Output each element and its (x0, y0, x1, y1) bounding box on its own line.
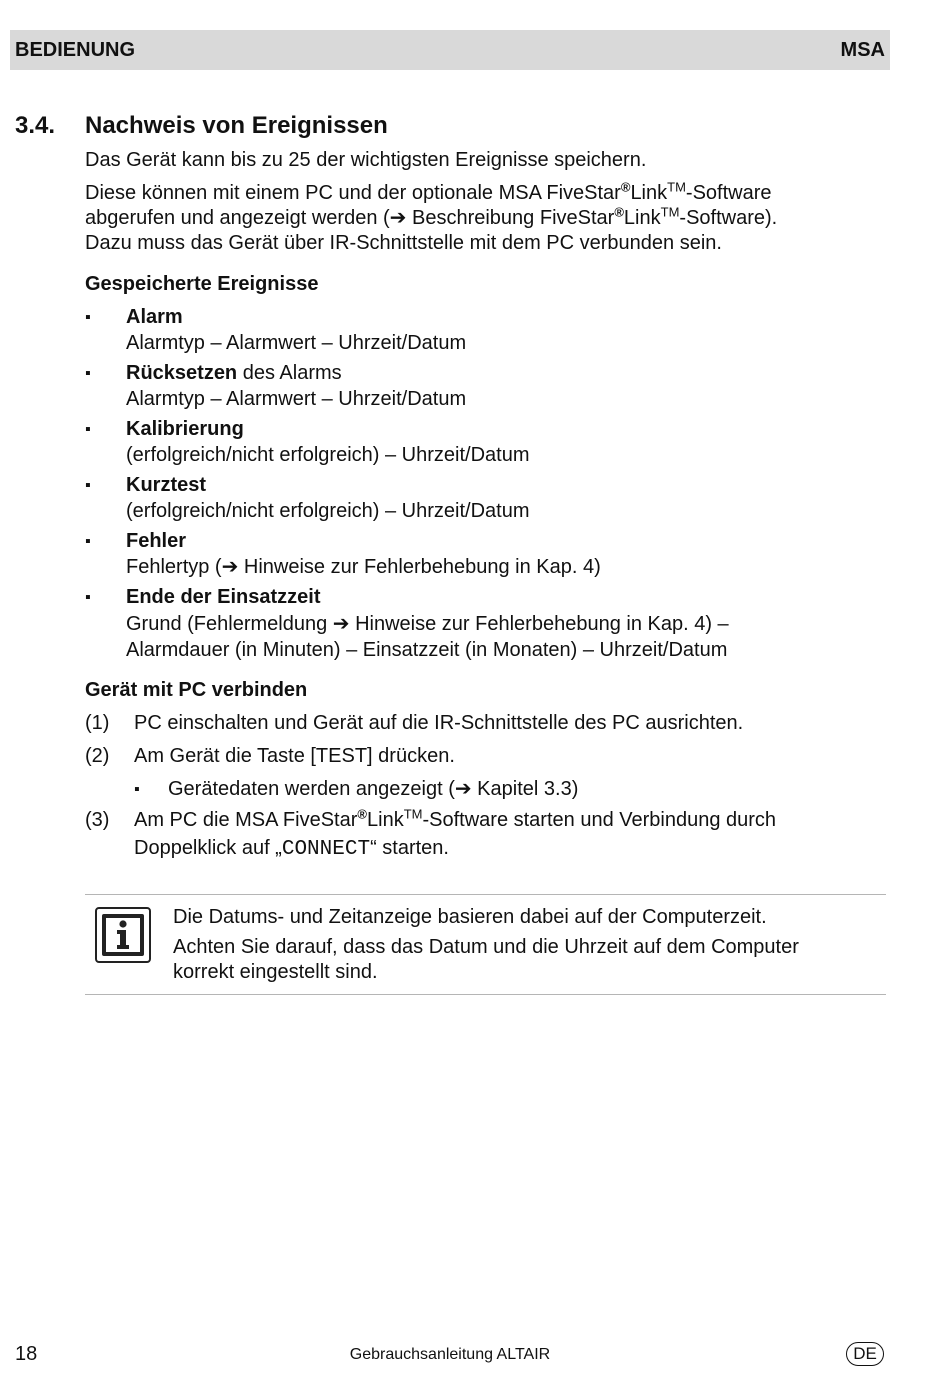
bullet-icon: ▪ (85, 533, 91, 550)
intro-line-4: Dazu muss das Gerät über IR-Schnittstelle mit dem PC verbunden sein. (85, 232, 722, 254)
note-bottom-divider (85, 994, 886, 995)
events-heading: Gespeicherte Ereignisse (85, 273, 319, 295)
note-top-divider (85, 894, 886, 895)
bullet-icon: ▪ (85, 421, 91, 438)
event-end-of-life-detail-2: Alarmdauer (in Minuten) – Einsatzzeit (in Monaten) – Uhrzeit/Datum (126, 639, 728, 661)
arrow-icon: ➔ (454, 778, 472, 800)
page-number: 18 (15, 1343, 38, 1365)
event-alarm-title: Alarm (126, 306, 183, 328)
step-3-text-line-2: Doppelklick auf „CONNECT“ starten. (134, 837, 449, 861)
event-reset-title: Rücksetzen des Alarms (126, 362, 342, 384)
event-error-detail: Fehlertyp (➔ Hinweise zur Fehlerbehebung in Kap. 4) (126, 556, 601, 578)
event-bumptest-detail: (erfolgreich/nicht erfolgreich) – Uhrzeit/Datum (126, 500, 530, 522)
note-line-3: korrekt eingestellt sind. (173, 961, 378, 983)
footer-title: Gebrauchsanleitung ALTAIR (349, 1346, 551, 1363)
bullet-icon: ▪ (85, 477, 91, 494)
event-end-of-life-detail: Grund (Fehlermeldung ➔ Hinweise zur Fehlerbehebung in Kap. 4) – (126, 613, 729, 635)
note-line-1: Die Datums- und Zeitanzeige basieren dabei auf der Computerzeit. (173, 906, 767, 928)
step-number: (2) (85, 745, 110, 767)
info-icon (95, 907, 151, 963)
language-badge: DE (846, 1342, 884, 1366)
event-calibration-title: Kalibrierung (126, 418, 244, 440)
event-calibration-detail: (erfolgreich/nicht erfolgreich) – Uhrzeit/Datum (126, 444, 530, 466)
section-number: 3.4. (15, 112, 56, 139)
arrow-icon: ➔ (221, 556, 239, 578)
arrow-icon: ➔ (389, 207, 407, 229)
connect-command: CONNECT (281, 838, 371, 861)
header-section-label: BEDIENUNG (15, 38, 136, 61)
step-2-text: Am Gerät die Taste [TEST] drücken. (134, 745, 455, 767)
event-reset-detail: Alarmtyp – Alarmwert – Uhrzeit/Datum (126, 388, 467, 410)
note-line-2: Achten Sie darauf, dass das Datum und die Uhrzeit auf dem Computer (173, 936, 799, 958)
section-title: Nachweis von Ereignissen (85, 112, 388, 139)
intro-line-1: Das Gerät kann bis zu 25 der wichtigsten Ereignisse speichern. (85, 149, 647, 171)
event-alarm-detail: Alarmtyp – Alarmwert – Uhrzeit/Datum (126, 332, 467, 354)
arrow-icon: ➔ (332, 613, 350, 635)
bullet-icon: ▪ (134, 781, 140, 798)
bullet-icon: ▪ (85, 365, 91, 382)
step-number: (1) (85, 712, 110, 734)
step-2-subitem: Gerätedaten werden angezeigt (➔ Kapitel 3.3) (168, 778, 579, 800)
intro-line-3: abgerufen und angezeigt werden (➔ Beschreibung FiveStar®Link™-Software). (85, 204, 778, 229)
header-brand: MSA (840, 38, 885, 61)
intro-line-2: Diese können mit einem PC und der optionale MSA FiveStar®Link™-Software (85, 179, 772, 204)
step-number: (3) (85, 809, 110, 831)
step-3-text: Am PC die MSA FiveStar®Link™-Software starten und Verbindung durch (134, 806, 777, 831)
event-bumptest-title: Kurztest (126, 474, 207, 496)
page-header (10, 30, 890, 70)
event-end-of-life-title: Ende der Einsatzzeit (126, 586, 321, 608)
step-1-text: PC einschalten und Gerät auf die IR-Schnittstelle des PC ausrichten. (134, 712, 744, 734)
bullet-icon: ▪ (85, 589, 91, 606)
bullet-icon: ▪ (85, 309, 91, 326)
connect-heading: Gerät mit PC verbinden (85, 679, 308, 701)
event-error-title: Fehler (126, 530, 187, 552)
